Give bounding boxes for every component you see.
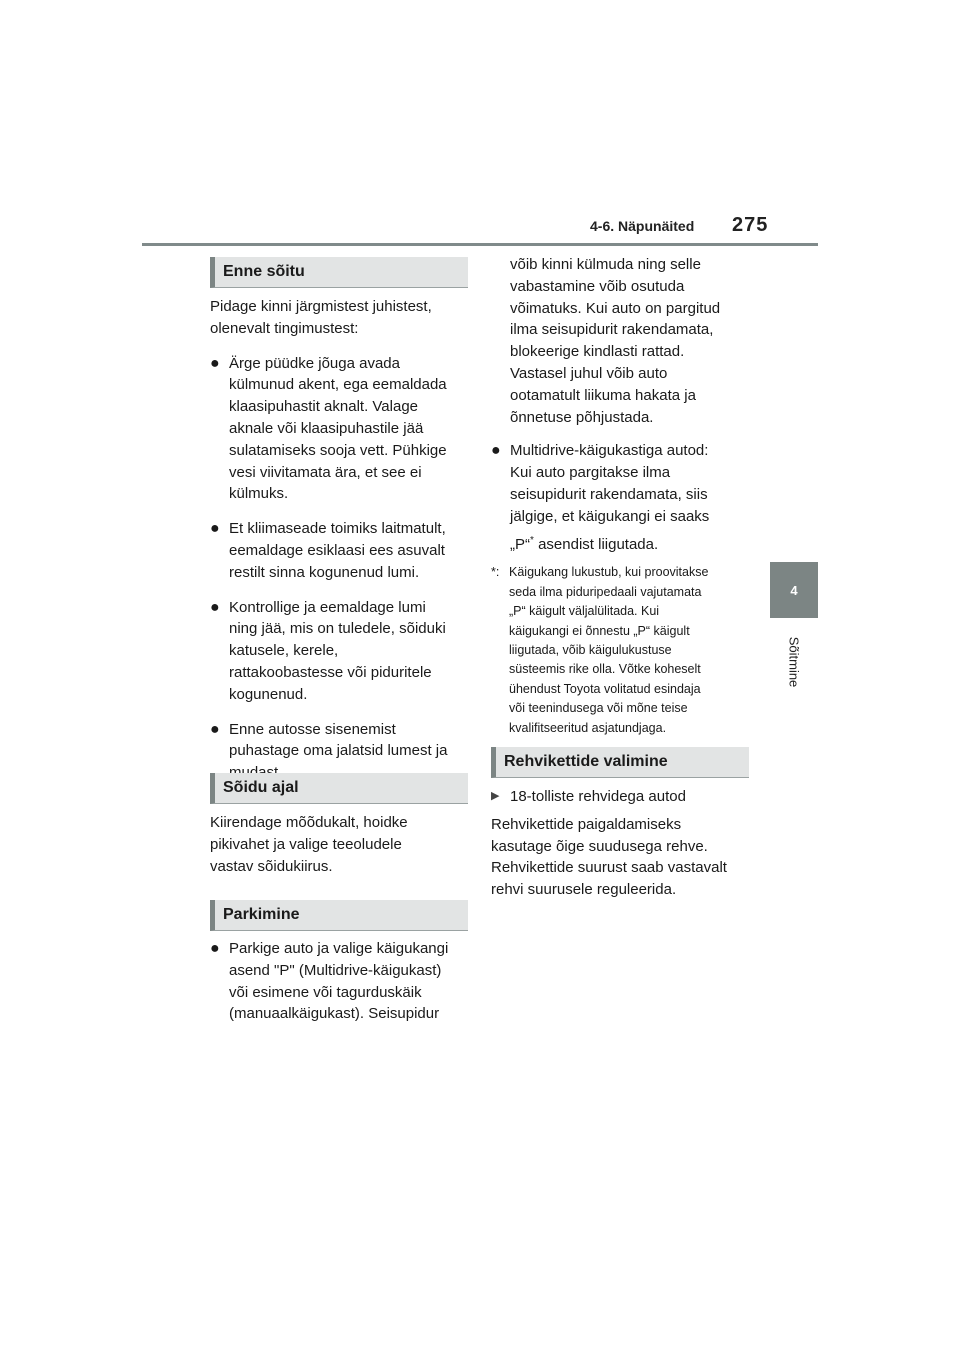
- snow-chains-content: [491, 786, 753, 901]
- list-item: ● Parkige auto ja valige käigukangi asend "P" (Multidrive-käigukast) või esimene või tagurduskäik (manuaalkäigukast). Seisupidur: [210, 940, 449, 1023]
- bullet-icon: ●: [210, 520, 220, 538]
- section-label: 4-6. Näpunäited: [590, 218, 695, 234]
- list-item: ● Ärge püüdke jõuga avada külmunud akent, ega eemaldada klaasipuhastit aknalt. Valage aknale või klaasipuhastile jää sulatamiseks sooja vett. Pühkige vesi viivitamata ära, et see ei külmuks.: [210, 354, 447, 503]
- arrow-icon: ▶: [491, 790, 500, 802]
- footnote-mark: *:: [491, 565, 500, 580]
- section-heading-while-driving: Sõidu ajal: [210, 773, 468, 804]
- section-heading-parking: Parkimine: [210, 900, 468, 931]
- section-heading-before-driving: Enne sõitu: [210, 257, 468, 288]
- chapter-tab: [770, 562, 818, 618]
- parking-content: [210, 938, 472, 1025]
- list-item: ▶ 18-tolliste rehvidega autod: [491, 786, 753, 808]
- bullet-icon: ●: [210, 354, 220, 372]
- bullet-icon: ●: [491, 442, 501, 460]
- list-item: ● Multidrive-käigukastiga autod: Kui auto pargitakse ilma seisupidurit rakendamata, siis jälgige, et käigukangi ei saaks „P“* asendist liigutada.: [491, 442, 710, 553]
- bullet-icon: ●: [210, 720, 220, 738]
- list-item: ● Kontrollige ja eemaldage lumi ning jää, mis on tuledele, sõiduki katusele, kerele, rattakoobastesse või piduritele kogunenud.: [210, 598, 446, 703]
- chapter-number: 4: [790, 582, 798, 598]
- header-rule: [142, 243, 818, 246]
- intro-text: Pidage kinni järgmistest juhistest, olenevalt tingimustest:: [210, 298, 432, 337]
- before-driving-content: [210, 296, 472, 784]
- chapter-title: Sõitmine: [786, 636, 802, 688]
- chapter-title-vertical: [772, 630, 816, 694]
- footnote-asterisk: *: [530, 534, 534, 546]
- while-driving-content: [210, 812, 472, 877]
- section-heading-snow-chains: Rehvikettide valimine: [491, 747, 749, 778]
- list-item: ● Et kliimaseade toimiks laitmatult, eemaldage esiklaasi ees asuvalt restilt sinna kogunenud lumi.: [210, 520, 446, 581]
- body-text: Rehvikettide paigaldamiseks kasutage õige suudusega rehve. Rehvikettide suurust saab vastavalt rehvi suurusele reguleerida.: [491, 815, 727, 899]
- body-text: Kiirendage mõõdukalt, hoidke pikivahet ja valige teeoludele vastav sõidukiirus.: [210, 814, 408, 875]
- footnote: *: Käigukang lukustub, kui proovitakse seda ilma piduripedaali vajutamata „P“ käigult väljalülitada. Kui käigukangi ei õnnestu „P“ käigult liigutada, võib käigulukustuse süsteemis rike olla. Võtke koheselt ühendust Toyota volitatud esindaja või teenindusega või mõne teise kvalifitseeritud asjatundjaga.: [491, 565, 709, 735]
- continued-text: võib kinni külmuda ning selle vabastamine võib osutuda võimatuks. Kui auto on pargitud ilma seisupidurit rakendamata, blokeerige kindlasti rattad. Vastasel juhul võib auto ootamatult liikuma hakata ja õnnetuse põhjustada.: [510, 256, 721, 426]
- list-item: ● Enne autosse sisenemist puhastage oma jalatsid lumest ja: [210, 720, 448, 760]
- bullet-icon: ●: [210, 598, 220, 616]
- bullet-icon: ●: [210, 940, 220, 957]
- parking-continued-content: [491, 254, 753, 738]
- page-number: 275: [732, 214, 769, 236]
